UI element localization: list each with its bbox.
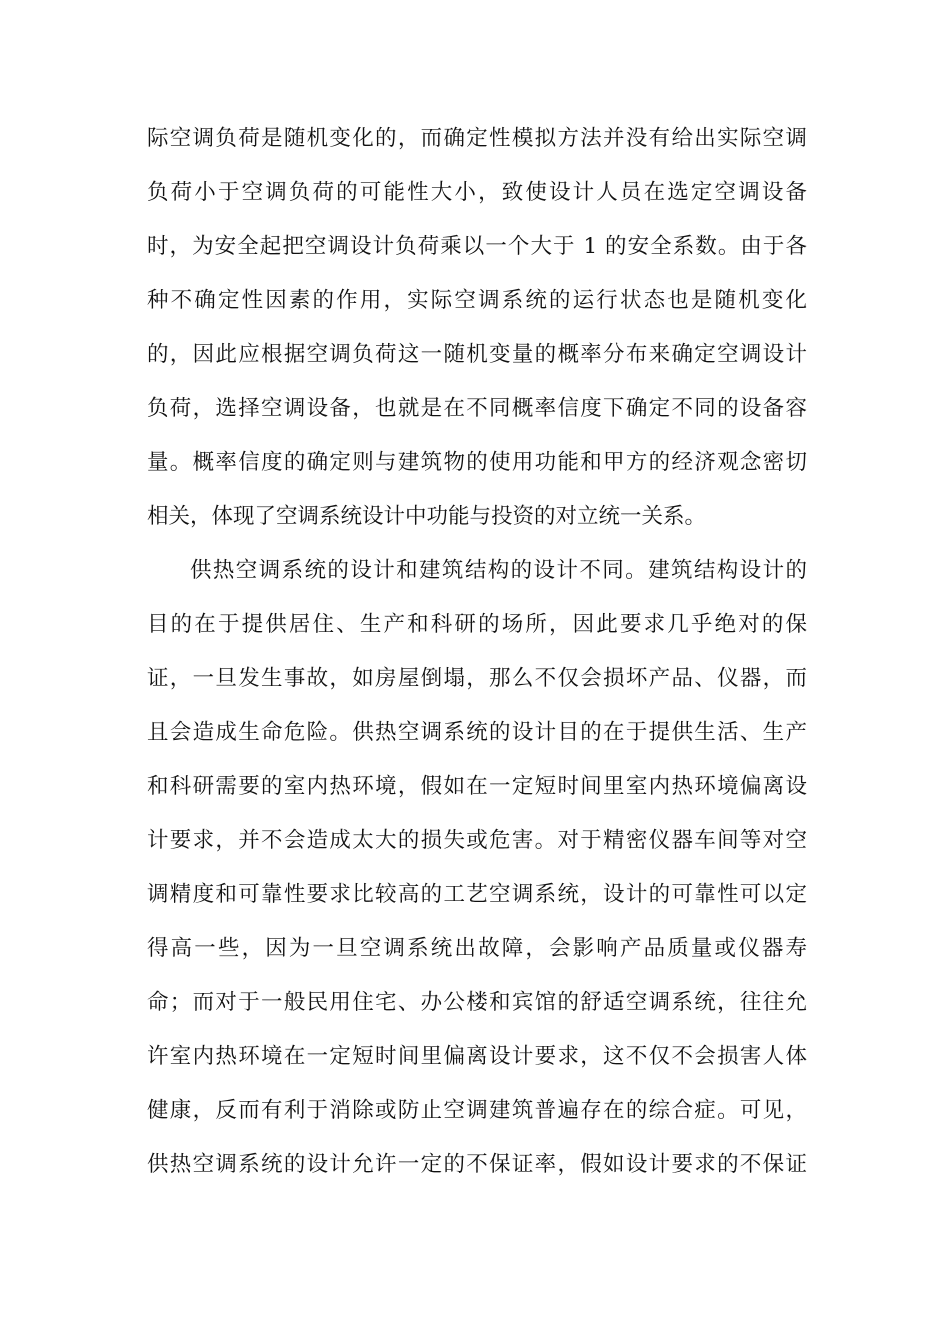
paragraph-1 [147, 112, 807, 544]
text-line: 相关，体现了空调系统设计中功能与投资的对立统一关系。 [147, 504, 707, 529]
text-line: 供热空调系统的设计和建筑结构的设计不同。建筑结构设计的 [190, 558, 807, 583]
text-line: 得高一些，因为一旦空调系统出故障，会影响产品质量或仪器寿 [147, 936, 807, 961]
text-line: 计要求，并不会造成太大的损失或危害。对于精密仪器车间等对空 [147, 828, 807, 853]
text-line: 供热空调系统的设计允许一定的不保证率，假如设计要求的不保证 [147, 1152, 807, 1177]
text-line: 负荷，选择空调设备，也就是在不同概率信度下确定不同的设备容 [147, 396, 807, 421]
text-line: 时，为安全起把空调设计负荷乘以一个大于 1 的安全系数。由于各 [147, 234, 807, 259]
text-line: 健康，反而有利于消除或防止空调建筑普遍存在的综合症。可见， [147, 1098, 807, 1123]
text-line: 证，一旦发生事故，如房屋倒塌，那么不仅会损坏产品、仪器，而 [147, 666, 807, 691]
text-line: 调精度和可靠性要求比较高的工艺空调系统，设计的可靠性可以定 [147, 882, 807, 907]
text-line: 负荷小于空调负荷的可能性大小，致使设计人员在选定空调设备 [147, 180, 807, 205]
text-line: 的，因此应根据空调负荷这一随机变量的概率分布来确定空调设计 [147, 342, 807, 367]
text-line: 和科研需要的室内热环境，假如在一定短时间里室内热环境偏离设 [147, 774, 807, 799]
text-line: 目的在于提供居住、生产和科研的场所，因此要求几乎绝对的保 [147, 612, 807, 637]
body-text [147, 112, 807, 1192]
text-line: 际空调负荷是随机变化的，而确定性模拟方法并没有给出实际空调 [147, 126, 807, 151]
text-line: 且会造成生命危险。供热空调系统的设计目的在于提供生活、生产 [147, 720, 807, 745]
paragraph-2 [147, 544, 807, 1192]
text-line: 许室内热环境在一定短时间里偏离设计要求，这不仅不会损害人体 [147, 1044, 807, 1069]
text-line: 量。概率信度的确定则与建筑物的使用功能和甲方的经济观念密切 [147, 450, 807, 475]
text-line: 命；而对于一般民用住宅、办公楼和宾馆的舒适空调系统，往往允 [147, 990, 807, 1015]
text-line: 种不确定性因素的作用，实际空调系统的运行状态也是随机变化 [147, 288, 807, 313]
